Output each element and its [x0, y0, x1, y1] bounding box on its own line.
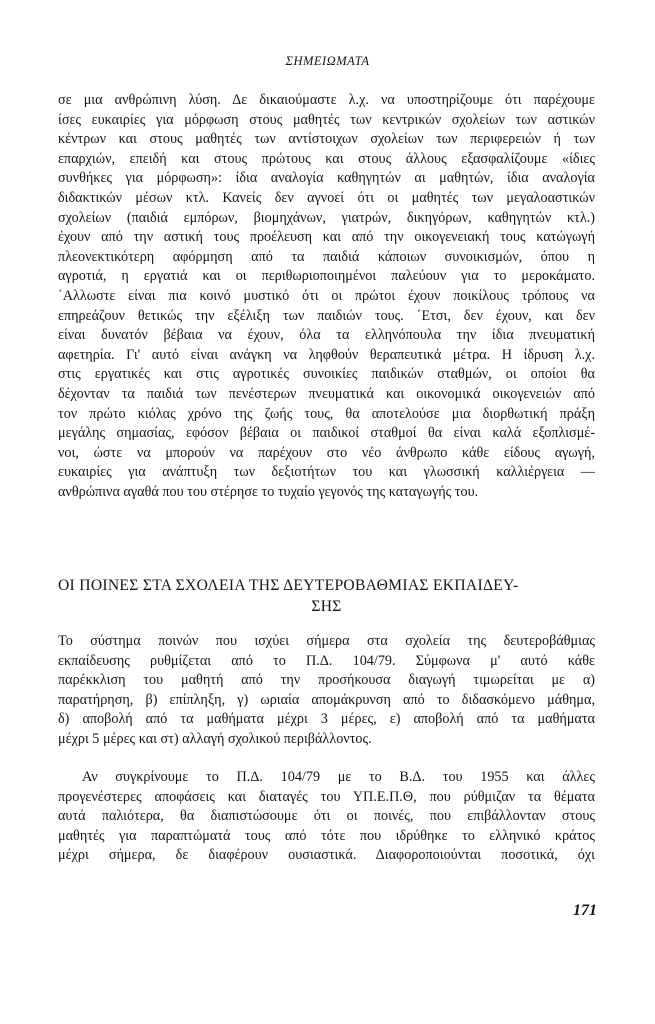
text-line: σχολείων (παιδιά εμπόρων, βιομηχάνων, γιατρών, δικηγόρων, καθηγητών κτλ.)	[58, 209, 595, 226]
text-line: εκπαίδευσης ρυθμίζεται από το Π.Δ. 104/79. Σύμφωνα μ' αυτό κάθε	[58, 652, 595, 669]
section-heading	[58, 575, 595, 617]
running-head: ΣΗΜΕΙΩΜΑΤΑ	[285, 54, 370, 68]
text-line: ίσες ευκαιρίες για μόρφωση στους μαθητές των κεντρικών σχολείων των αστικών	[58, 111, 595, 128]
text-line: ευκαιρίες για ανάπτυξη των δεξιοτήτων του και γλωσσική καλλιέργεια —	[58, 464, 595, 481]
paragraph-penalty-system	[58, 632, 595, 750]
text-line: διδακτικών μέσων κτλ. Κανείς δεν αγνοεί ότι οι μαθητές των μεγαλοαστικών	[58, 189, 595, 206]
text-line: έχουν από την αστική τους προέλευση και από την οικογενειακή τους κατώγωγή	[58, 229, 595, 246]
text-line: ΄Αλλωστε είναι πια κοινό μυστικό ότι οι πρώτοι έχουν ποικίλους τρόπους να	[58, 287, 595, 304]
text-line: νοι, ώστε να μπορούν να παρέχουν στο νέο άνθρωπο κάθε είδους αγωγή,	[58, 444, 595, 461]
text-line: παρατήρηση, β) επίπληξη, γ) ωριαία απομάκρυνση από το διδασκόμενο μάθημα,	[58, 691, 595, 708]
text-line: Αν συγκρίνουμε το Π.Δ. 104/79 με το Β.Δ. του 1955 και άλλες	[82, 769, 595, 785]
text-line: κέντρων και στους μαθητές των αντίστοιχων σχολείων των περιφερειών ή των	[58, 131, 595, 148]
paragraph-continued	[58, 91, 595, 502]
text-line: επαρχιών, επειδή και στους πρώτους και στους άλλους εξασφαλίζουμε «ίδιες	[58, 150, 595, 167]
text-line: δέχονταν τα παιδιά των πενέστερων πνευματικά και οικονομικά οικογενειών από	[58, 385, 595, 402]
text-line: στις εργατικές και στις αγροτικές συνοικίες παιδικών σταθμών, οι οποίοι θα	[58, 366, 595, 383]
text-line: μαθητές για παραπτώματά τους από τότε που ιδρύθηκε το ελληνικό κράτος	[58, 827, 595, 844]
text-line: είναι δυνατόν βέβαια να έχουν, όλα τα ελληνόπουλα την ίδια πνευματική	[58, 327, 595, 344]
text-line: μέχρι 5 μέρες και στ) αλλαγή σχολικού περιβάλλοντος.	[58, 730, 372, 747]
text-line: προγενέστερες αποφάσεις και διαταγές του ΥΠ.Ε.Π.Θ, που ρύθμιζαν τα θέματα	[58, 788, 595, 805]
text-line: πλεονεκτικότερη αφόρμηση από τα παιδιά κάποιων συνοικισμών, όπου η	[58, 248, 595, 265]
text-line: αγροτιά, η εργατιά και οι περιθωριοποιημένοι παλεύουν για το μεροκάματο.	[58, 268, 595, 285]
section-heading-line-1: ΟΙ ΠΟΙΝΕΣ ΣΤΑ ΣΧΟΛΕΙΑ ΤΗΣ ΔΕΥΤΕΡΟΒΑΘΜΙΑΣ ΕΚΠΑΙΔΕΥ-	[58, 577, 519, 594]
text-line: συνθήκες για μόρφωση»: ίδια αναλογία καθηγητών αι μαθητών, ίδια αναλογία	[58, 170, 595, 187]
text-line: τον πρώτο κιόλας χρόνο της ζωής τους, θα αποτελούσε μια διορθωτική πράξη	[58, 405, 595, 422]
page-number: 171	[573, 902, 597, 919]
text-line: επηρεάζουν θετικώς την εξέλιξη των παιδιών τους. ΄Ετσι, δεν έχουν, και δεν	[58, 307, 595, 324]
paragraph-comparison	[58, 768, 595, 866]
text-line: παρέκκλιση του μαθητή από την προσήκουσα διαγωγή τιμωρείται με α)	[58, 672, 595, 689]
text-line: ανθρώπινα αγαθά που του στέρησε το τυχαίο γεγονός της καταγωγής του.	[58, 483, 479, 500]
text-line: σε μια ανθρώπινη λύση. Δε δικαιούμαστε λ.χ. να υποστηρίζουμε ότι παρέχουμε	[58, 92, 595, 108]
text-line: Το σύστημα ποινών που ισχύει σήμερα στα σχολεία της δευτεροβάθμιας	[58, 633, 595, 649]
text-line: αυτά παλιότερα, θα διαπιστώσουμε ότι οι ποινές, που επιβάλλονταν στους	[58, 808, 595, 825]
text-line: αφετηρία. Γι' αυτό είναι ανάγκη να ληφθούν θεραπευτικά μέτρα. Η ίδρυση λ.χ.	[58, 346, 595, 363]
section-heading-line-2: ΣΗΣ	[311, 598, 342, 615]
text-line: δ) αποβολή από τα μαθήματα μέχρι 3 μέρες, ε) αποβολή από τα μαθήματα	[58, 711, 595, 728]
text-line: μέχρι σήμερα, δε διαφέρουν ουσιαστικά. Διαφοροποιούνται ποσοτικά, όχι	[58, 847, 595, 864]
text-line: μεγάλης σημασίας, εφόσον βέβαια οι παιδικοί σταθμοί θα είναι καλά εξοπλισμέ-	[58, 425, 595, 442]
